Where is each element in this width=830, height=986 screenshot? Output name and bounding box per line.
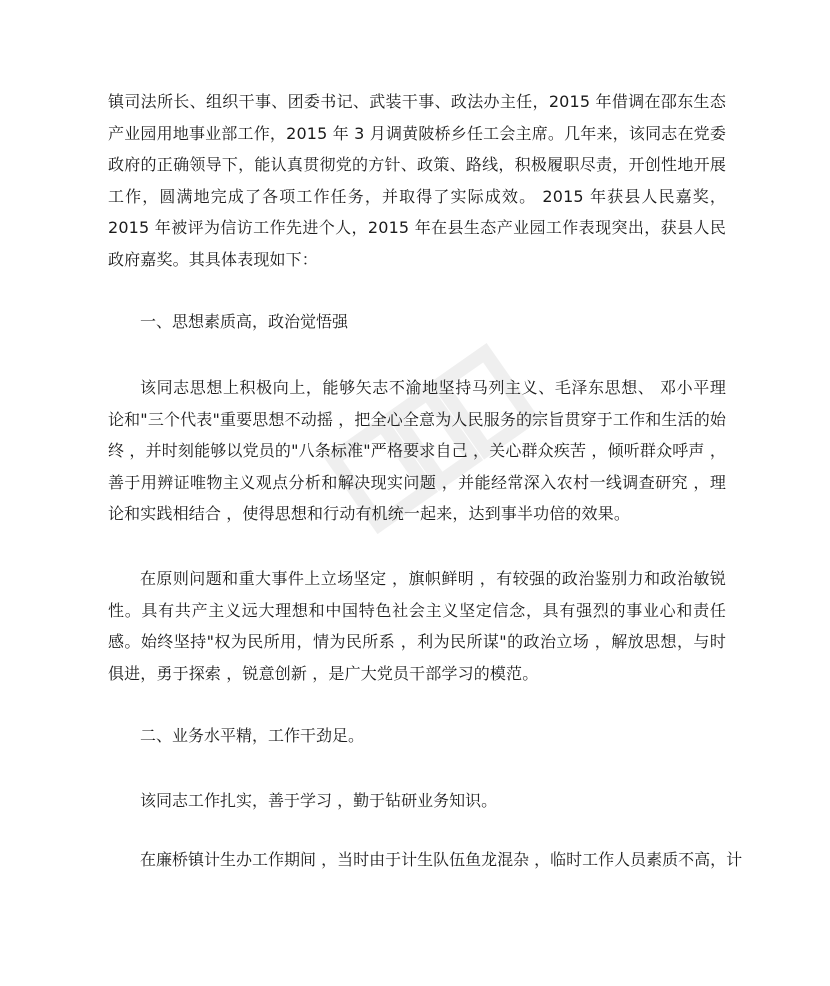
body-paragraph-1: 该同志思想上积极向上，能够矢志不渝地坚持马列主义、毛泽东思想、 邓小平理论和"三个代表"重要思想不动摇 ，把全心全意为人民服务的宗旨贯穿于工作和生活的始终 ，并时刻能够以党员的"八条标准"严格要求自己 ，关心群众疾苦 ，倾听群众呼声 ，善于用辨证唯物主义观点分析和解决现实问题 ，并能经常深入农村一线调查研究 ，理论和实践相结合 ，使得思想和行动有机统一起来，达到事半功倍的效果。	[108, 378, 726, 523]
section-heading-1: 一、思想素质高，政治觉悟强	[140, 312, 349, 331]
body-paragraph-2: 在原则问题和重大事件上立场坚定 ，旗帜鲜明 ，有较强的政治鉴别力和政治敏锐性。具有共产主义远大理想和中国特色社会主义坚定信念，具有强烈的事业心和责任感。始终坚持"权为民所用，情为民所系 ，利为民所谋"的政治立场 ，解放思想，与时俱进，勇于探索 ，锐意创新 ，是广大党员干部学习的模范。	[108, 569, 726, 683]
intro-paragraph: 镇司法所长、组织干事、团委书记、武装干事、政法办主任，2015 年借调在邵东生态产业园用地事业部工作，2015 年 3 月调黄陂桥乡任工会主席。几年来，该同志在党委政府的正确领导下，能认真贯彻党的方针、政策、路线，积极履职尽责，开创性地开展工作，圆满地完成了各项工作任务，并取得了实际成效。 2015 年获县人民嘉奖，2015 年被评为信访工作先进个人，2015 年在县生态产业园工作表现突出，获县人民政府嘉奖。其具体表现如下：	[108, 92, 726, 269]
body-paragraph-4: 在廉桥镇计生办工作期间 ，当时由于计生队伍鱼龙混杂 ，临时工作人员素质不高，计	[140, 850, 743, 869]
section-heading-2: 二、业务水平精，工作干劲足。	[140, 726, 365, 745]
body-paragraph-3: 该同志工作扎实，善于学习 ，勤于钻研业务知识。	[140, 791, 498, 810]
